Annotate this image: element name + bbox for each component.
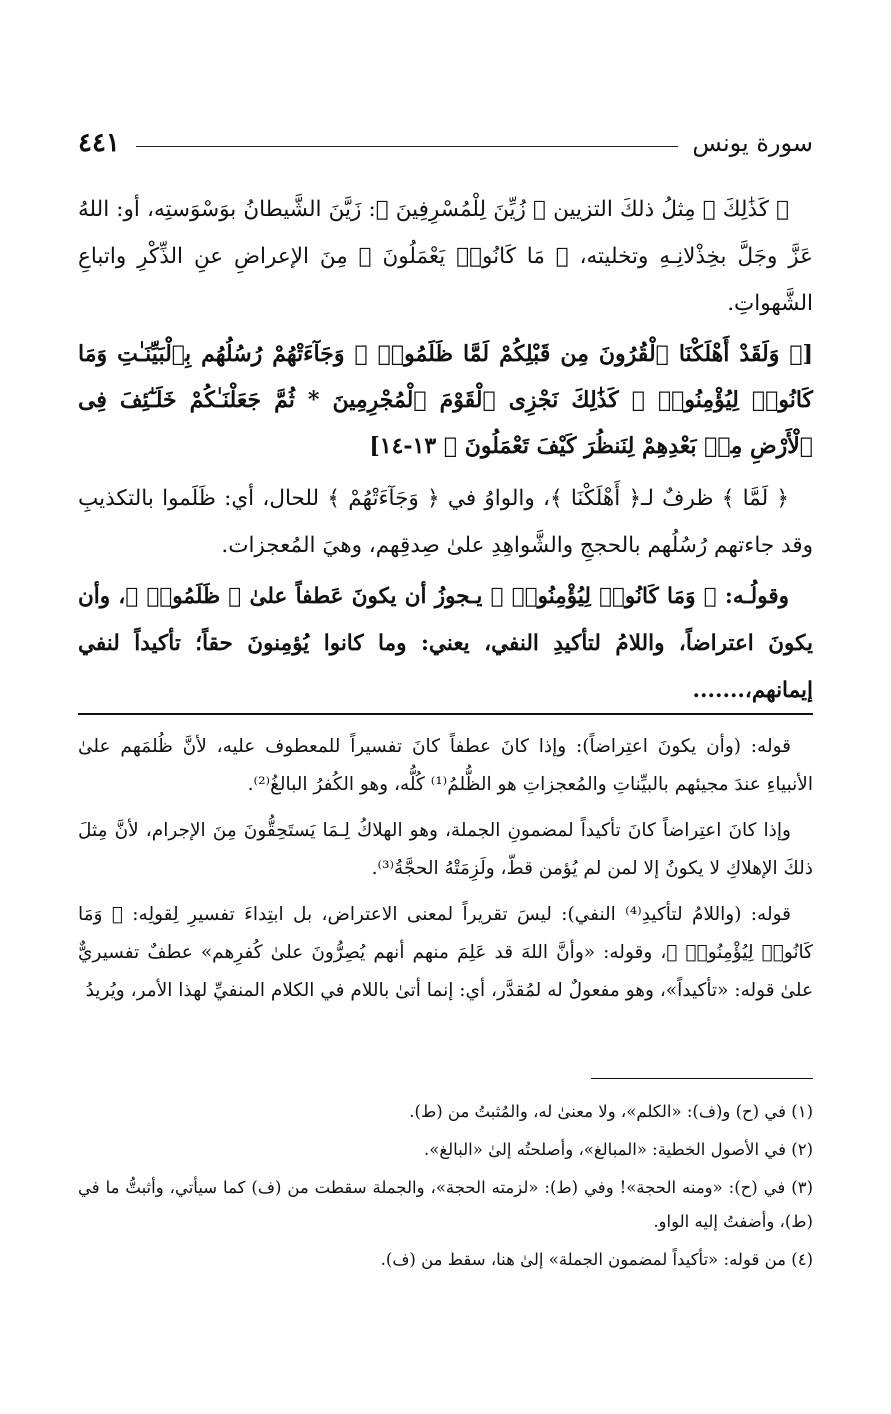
- surah-title: سورة يونس: [692, 129, 813, 157]
- page-header: [78, 118, 813, 168]
- commentary-paragraph: قوله: (واللامُ لتأكيدِ⁽⁴⁾ النفي): ليسَ تقريراً لمعنى الاعتراض، بل ابتِداءَ تفسيرِ لِقولِه: ﴿ وَمَا كَانُوا۟ لِيُؤْمِنُوا۟ ﴾، وقوله: «وأنَّ اللهَ قد عَلِمَ منهم أنهم يُصِرُّونَ علىٰ كُفرِهم» عطفٌ تفسيريٌّ علىٰ قوله: «تأكيداً»، وهو مفعولٌ له لمُقدَّر، أي: إنما أتىٰ باللام في الكلام المنفيِّ لهذا الأمر، ويُريدُ: [78, 904, 813, 1001]
- page-number: ٤٤١: [78, 128, 120, 158]
- header-rule: [136, 146, 678, 147]
- main-paragraph: ﴿ كَذَٰلِكَ ﴾ مِثلُ ذلكَ التزيين ﴿ زُيِّنَ لِلْمُسْرِفِينَ ﴾: زَيَّنَ الشَّيطانُ بوَسْوَستِه، أو: اللهُ عَزَّ وجَلَّ بخِذْلانِـهِ وتخليته، ﴿ مَا كَانُوا۟ يَعْمَلُونَ ﴾ مِنَ الإعراضِ عنِ الذِّكْرِ واتباعِ الشَّهواتِ.: [78, 197, 813, 316]
- footnote: (١) في (ح) و(ف): «الكلم»، ولا معنىٰ له، والمُثبتُ من (ط).: [409, 1102, 813, 1121]
- footnote: (٣) في (ح): «ومنه الحجة»! وفي (ط): «لزمته الحجة»، والجملة سقطت من (ف) كما سيأتي، وأثبتُّ ما في (ط)، وأضفتُ إليه الواو.: [78, 1178, 813, 1231]
- footnotes-section: [78, 1095, 813, 1281]
- main-divider: [78, 713, 813, 715]
- main-paragraph: ﴿ لَمَّا ﴾ ظرفٌ لـ﴿ أَهْلَكْنَا ﴾، والواوُ في ﴿ وَجَآءَتْهُمْ ﴾ للحال، أي: ظَلَموا بالتكذيبِ وقد جاءتهم رُسُلُهم بالحججِ والشَّواهِدِ علىٰ صِدقِهم، وهيَ المُعجزات.: [78, 486, 813, 558]
- footnote: (٤) من قوله: «تأكيداً لمضمون الجملة» إلىٰ هنا، سقط من (ف).: [380, 1250, 813, 1269]
- main-text: [78, 186, 813, 718]
- commentary-section: [78, 728, 813, 1018]
- footnote-divider: [591, 1078, 813, 1079]
- quran-verse-block: [﴿ وَلَقَدْ أَهْلَكْنَا ٱلْقُرُونَ مِن قَبْلِكُمْ لَمَّا ظَلَمُوا۟ ۙ وَجَآءَتْهُمْ رُسُلُهُم بِٱلْبَيِّنَـٰتِ وَمَا كَانُوا۟ لِيُؤْمِنُوا۟ ۚ كَذَٰلِكَ نَجْزِى ٱلْقَوْمَ ٱلْمُجْرِمِينَ * ثُمَّ جَعَلْنَـٰكُمْ خَلَـٰٓئِفَ فِى ٱلْأَرْضِ مِنۢ بَعْدِهِمْ لِنَنظُرَ كَيْفَ تَعْمَلُونَ ﴾ ١٣-١٤]: [78, 341, 813, 459]
- footnote: (٢) في الأصول الخطية: «المبالغ»، وأصلحتُه إلىٰ «البالغ».: [423, 1140, 813, 1159]
- main-paragraph: وقولُـه: ﴿ وَمَا كَانُوا۟ لِيُؤْمِنُوا۟ ﴾ يـجوزُ أن يكونَ عَطفاً علىٰ ﴿ ظَلَمُوا۟ ﴾، وأن يكونَ اعتراضاً، واللامُ لتأكيدِ النفي، يعني: وما كانوا يُؤمِنونَ حقاً؛ تأكيداً لنفي إيمانهم،.......: [78, 584, 813, 703]
- commentary-paragraph: وإذا كانَ اعتِراضاً كانَ تأكيداً لمضمونِ الجملة، وهو الهلاكُ لِـمَا يَستَحِقُّونَ مِنَ الإجرام، لأنَّ مِثلَ ذلكَ الإهلاكِ لا يكونُ إلا لمن لم يُؤمن قطّ، ولَزِمَتْهُ الحجَّةُ⁽³⁾.: [78, 820, 813, 879]
- commentary-paragraph: قوله: (وأن يكونَ اعتِراضاً): وإذا كانَ عطفاً كانَ تفسيراً للمعطوف عليه، لأنَّ ظُلمَهم علىٰ الأنبياءِ عندَ مجيئهم بالبيِّناتِ والمُعجزاتِ هو الظُّلمُ⁽¹⁾ كُلُّه، وهو الكُفرُ البالغُ⁽²⁾.: [78, 736, 813, 795]
